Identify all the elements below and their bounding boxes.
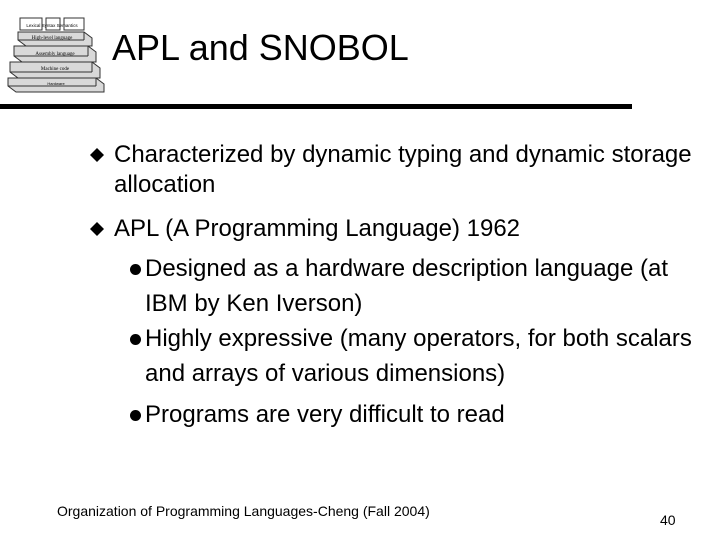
round-bullet-icon	[130, 264, 141, 275]
page-number: 40	[660, 512, 676, 528]
bullet-item: APL (A Programming Language) 1962	[114, 215, 521, 242]
diamond-bullet-icon	[90, 148, 104, 162]
layered-pyramid-logo	[0, 0, 110, 96]
logo-tier-5-label: Hardware	[47, 81, 65, 86]
logo-tier-2-label: High-level language	[31, 36, 73, 41]
diamond-bullet-icon	[90, 222, 104, 236]
logo-tier-4-label: Machine code	[40, 67, 70, 72]
slide-title: APL and SNOBOL	[112, 27, 409, 68]
logo-tier-1-label: Lexical Syntax Semantics	[26, 23, 78, 28]
sub-bullet-item: Highly expressive (many operators, for both scalars and arrays of various dimensions)	[145, 325, 692, 387]
round-bullet-icon	[130, 410, 141, 421]
footer-text: Organization of Programming Languages-Cheng (Fall 2004)	[57, 503, 430, 519]
sub-bullet-item: Designed as a hardware description language (at IBM by Ken Iverson)	[145, 255, 668, 317]
bullet-item: Characterized by dynamic typing and dynamic storage allocation	[114, 141, 692, 198]
title-underline	[0, 104, 632, 109]
round-bullet-icon	[130, 334, 141, 345]
sub-bullet-item: Programs are very difficult to read	[145, 401, 505, 428]
logo-tier-3-label: Assembly language	[35, 52, 75, 57]
